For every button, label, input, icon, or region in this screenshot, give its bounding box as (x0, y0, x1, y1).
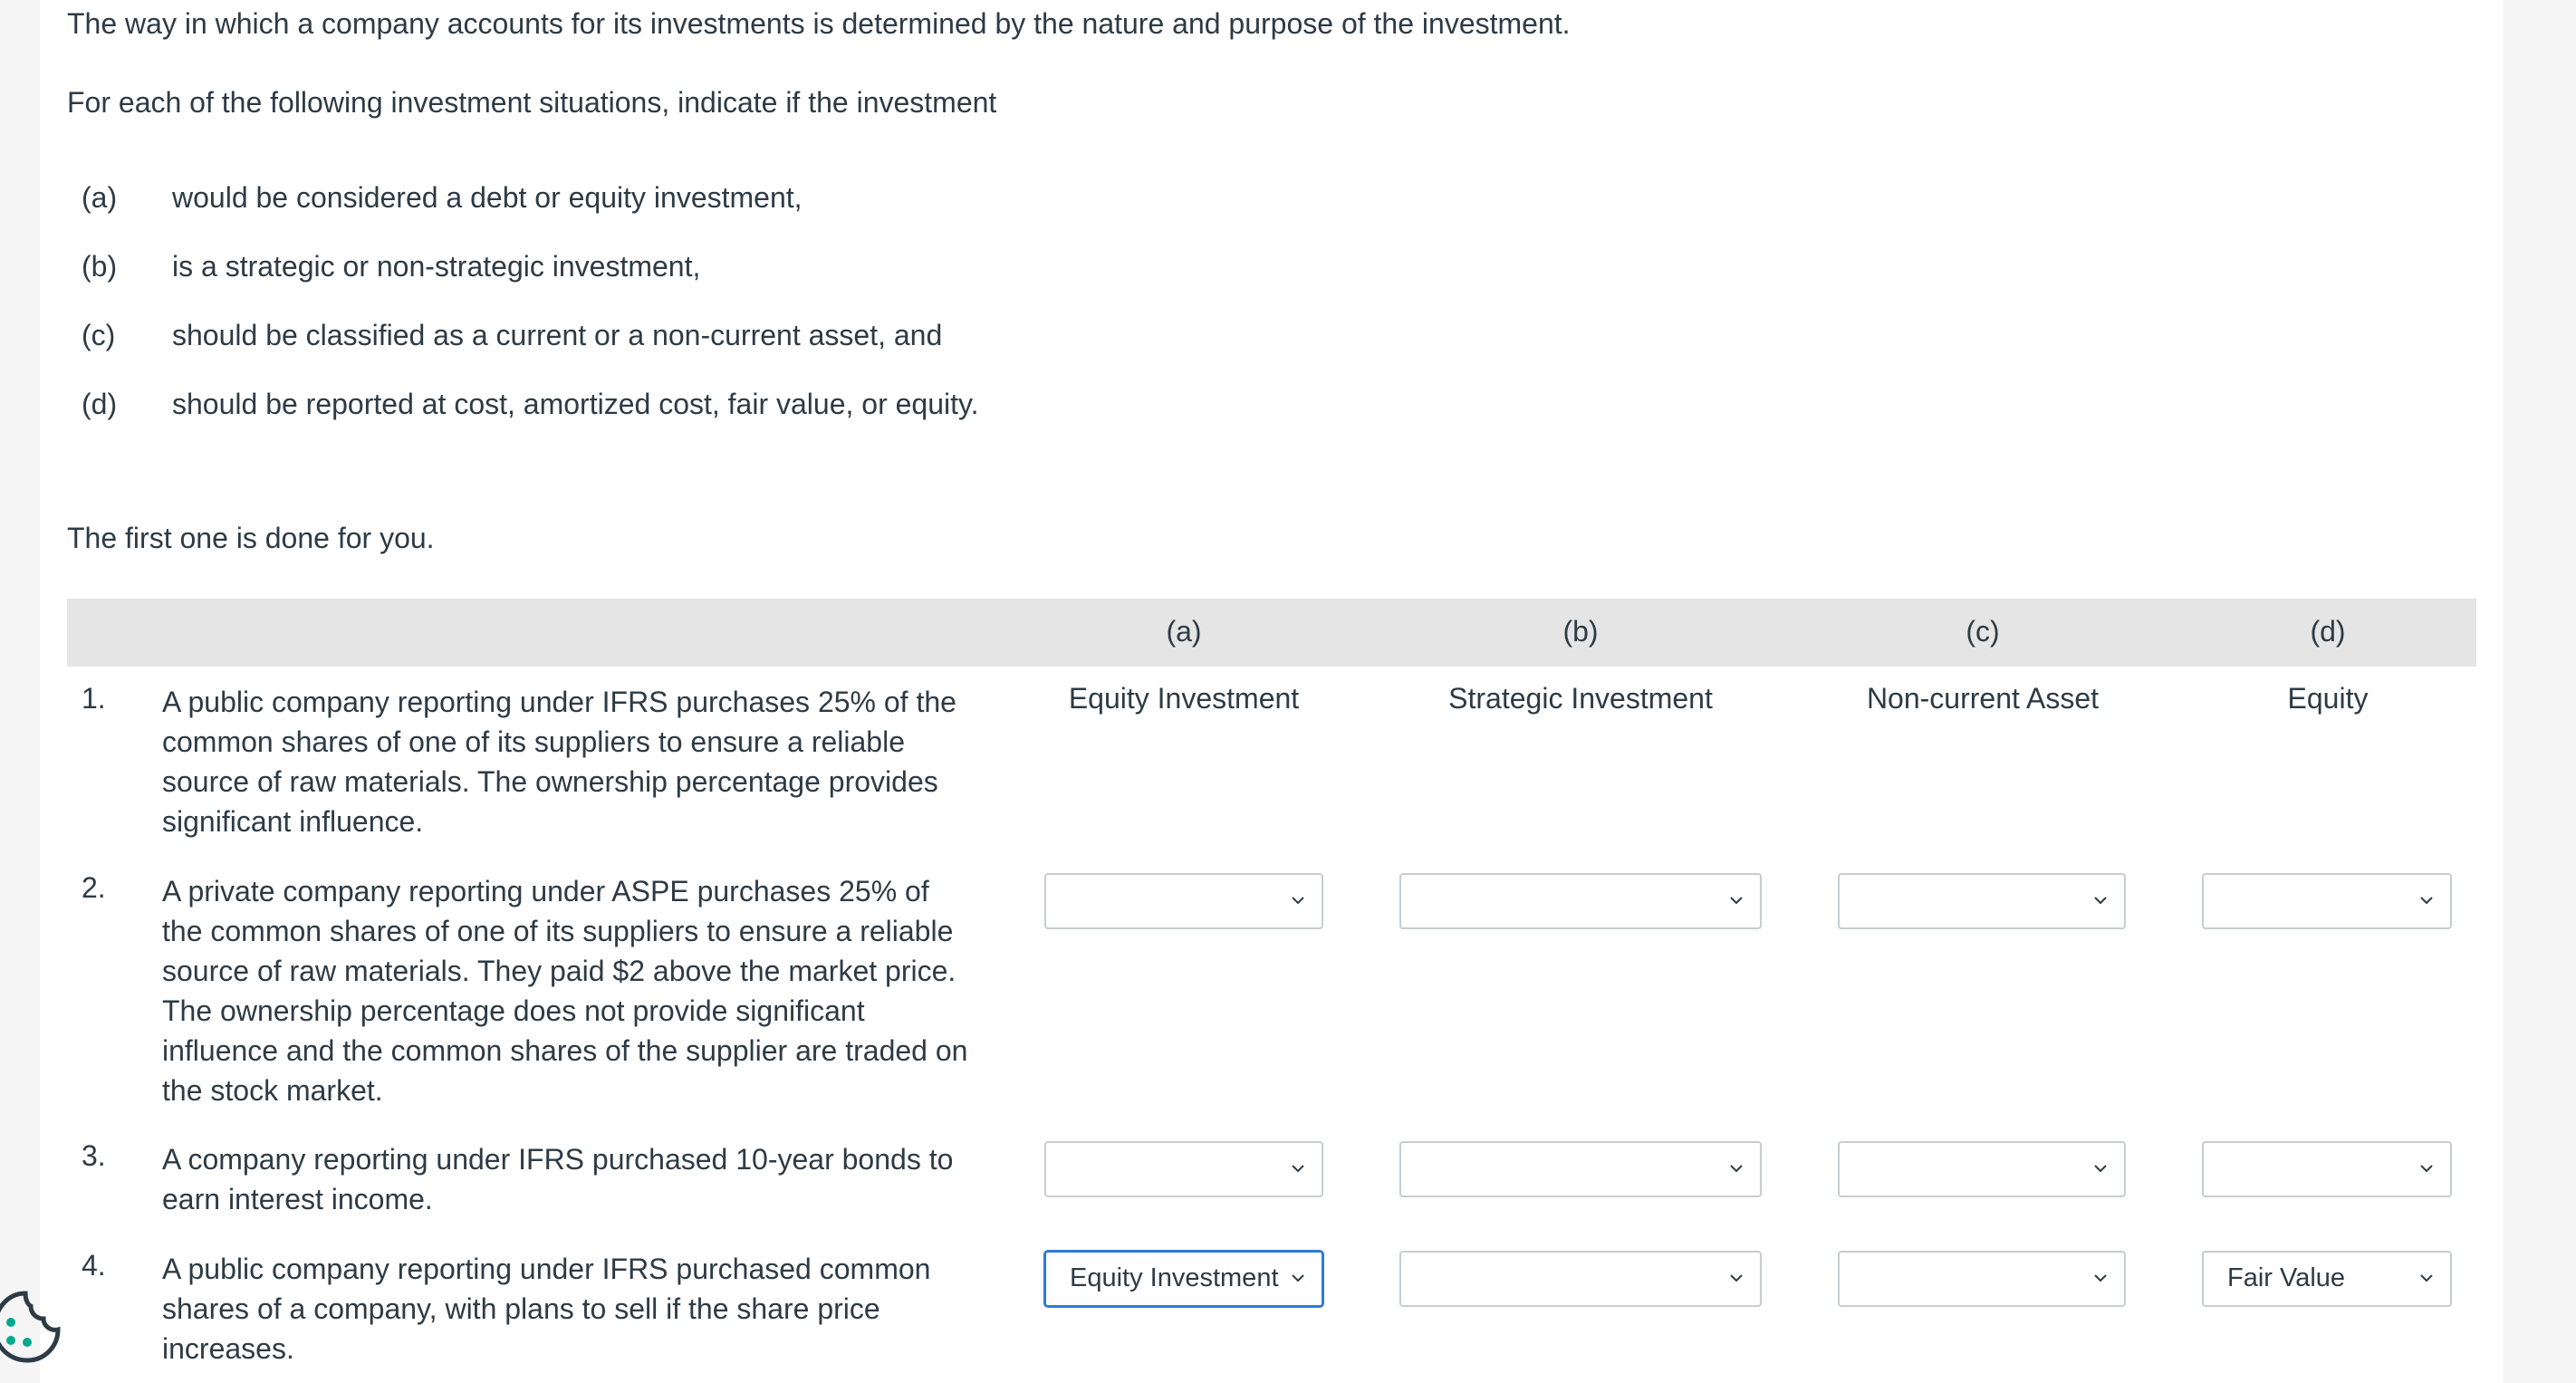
list-text: is a strategic or non-strategic investment, (172, 250, 701, 283)
row-number: 2. (82, 871, 106, 904)
select-d[interactable] (2202, 873, 2452, 929)
chevron-down-icon (1725, 1157, 1747, 1179)
chevron-down-icon (2416, 889, 2437, 911)
cookie-icon[interactable] (0, 1286, 63, 1368)
column-header-a: (a) (1166, 615, 1202, 648)
select-c[interactable] (1838, 1251, 2126, 1307)
select-a[interactable] (1044, 873, 1323, 929)
select-c[interactable] (1838, 873, 2126, 929)
select-b[interactable] (1399, 873, 1762, 929)
select-value: Equity Investment (1070, 1263, 1279, 1292)
list-text: should be reported at cost, amortized cost, fair value, or equity. (172, 388, 979, 420)
column-header-b: (b) (1562, 615, 1599, 648)
answer-c: Non-current Asset (1866, 682, 2100, 715)
row-description: A public company reporting under IFRS purchased common shares of a company, with plans to sell if the share price increases. (162, 1253, 931, 1365)
column-header-c: (c) (1966, 615, 2000, 648)
select-a[interactable] (1044, 1141, 1323, 1197)
select-d[interactable] (2202, 1251, 2452, 1307)
row-description: A company reporting under IFRS purchased 10-year bonds to earn interest income. (162, 1143, 954, 1215)
intro-line-2: For each of the following investment situations, indicate if the investment (67, 86, 997, 119)
answer-d: Equity (2287, 682, 2369, 715)
row-description: A public company reporting under IFRS purchases 25% of the common shares of one of its suppliers to ensure a reliable source of raw materials. The ownership percentage provides significant influence. (162, 686, 956, 838)
chevron-down-icon (2416, 1267, 2437, 1289)
chevron-down-icon (1287, 1267, 1309, 1289)
select-d[interactable] (2202, 1141, 2452, 1197)
question-panel (40, 0, 2504, 1383)
select-a[interactable] (1044, 1251, 1323, 1307)
list-marker: (d) (82, 388, 118, 420)
list-marker: (b) (82, 250, 118, 283)
chevron-down-icon (1287, 1157, 1309, 1179)
intro-line-3: The first one is done for you. (67, 522, 435, 554)
row-number: 3. (82, 1139, 106, 1172)
chevron-down-icon (2090, 1157, 2111, 1179)
answer-a: Equity Investment (1068, 682, 1300, 715)
chevron-down-icon (2416, 1157, 2437, 1179)
intro-line-1: The way in which a company accounts for its investments is determined by the nature and purpose of the investment. (67, 7, 1571, 40)
select-b[interactable] (1399, 1251, 1762, 1307)
row-number: 1. (82, 682, 106, 715)
list-text: would be considered a debt or equity investment, (172, 181, 803, 214)
table-header (67, 599, 2476, 667)
select-value: Fair Value (2227, 1263, 2346, 1292)
list-text: should be classified as a current or a non-current asset, and (172, 319, 943, 351)
row-number: 4. (82, 1249, 106, 1282)
list-marker: (a) (82, 181, 118, 214)
select-c[interactable] (1838, 1141, 2126, 1197)
chevron-down-icon (1287, 889, 1309, 911)
list-marker: (c) (82, 319, 116, 351)
chevron-down-icon (1725, 889, 1747, 911)
select-b[interactable] (1399, 1141, 1762, 1197)
column-header-d: (d) (2310, 615, 2346, 648)
chevron-down-icon (1725, 1267, 1747, 1289)
row-description: A private company reporting under ASPE purchases 25% of the common shares of one of its suppliers to ensure a reliable source of raw materials. They paid $2 above the market price. The ownership percentage does not provide significant influence and the common shares of the supplier are traded on the stock market. (162, 875, 968, 1107)
chevron-down-icon (2090, 1267, 2111, 1289)
answer-b: Strategic Investment (1448, 682, 1713, 715)
chevron-down-icon (2090, 889, 2111, 911)
